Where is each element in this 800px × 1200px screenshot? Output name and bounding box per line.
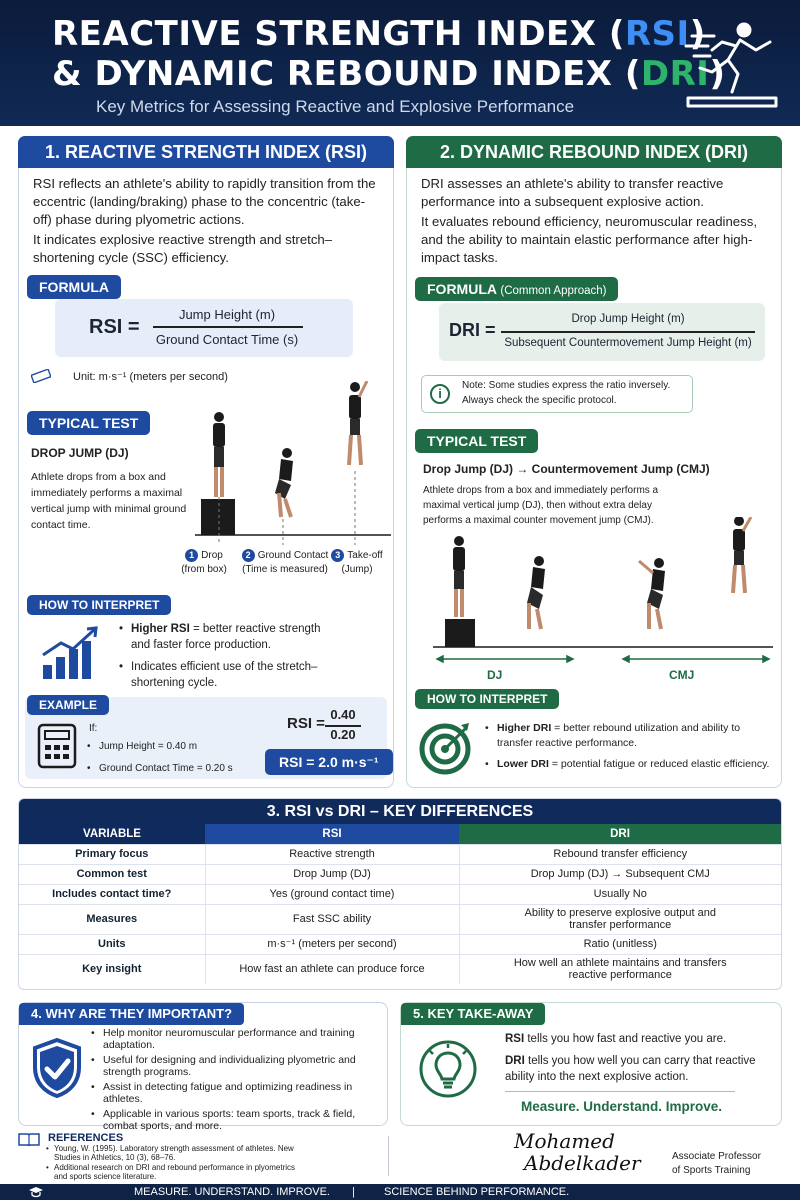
table-cell: Primary focus [19,844,205,864]
takeaway-motto: Measure. Understand. Improve. [521,1099,723,1114]
table-row [19,954,781,984]
dri-intro-1: DRI assesses an athlete's ability to transfer reactive performance into a subsequent explosive action. [421,176,724,209]
header-dri: DRI [459,824,781,844]
importance-item: • Assist in detecting fatigue and optimizing readiness in athletes. [89,1081,379,1105]
footer-right: SCIENCE BEHIND PERFORMANCE. [384,1186,570,1198]
importance-item: • Help monitor neuromuscular performance and training adaptation. [89,1027,379,1051]
dri-formula-lhs: DRI = [449,320,496,340]
table-cell: Fast SSC ability [205,904,459,934]
dri-formula-denominator: Subsequent Countermovement Jump Height (m) [504,337,752,349]
footer [0,1184,800,1200]
takeaway-dri: DRI tells you how well you can carry that reactive ability into the next explosive action. [505,1055,756,1083]
signature-line-1: Mohamed [514,1129,615,1153]
rsi-panel [18,136,394,788]
dri-segment-dj: DJ [487,668,503,682]
table-cell: Units [19,934,205,954]
rsi-formula-bar [153,326,303,328]
rsi-test-description: Athlete drops from a box and immediately performs a maximal vertical jump with minimal ground contact time. [31,471,187,531]
author-role [672,1150,761,1178]
book-icon [18,1132,40,1146]
reference-item: • Young, W. (1995). Laboratory strength assessment of athletes. New Studies in Athletics, 10 (3), 68–76. [44,1144,304,1162]
table-row [19,904,781,934]
rsi-example-result: RSI = 2.0 m·s⁻¹ [265,749,393,775]
drop-jump-illustration [195,381,391,545]
rsi-interpret-item: • Indicates efficient use of the stretch–shortening cycle. [117,659,337,691]
header-variable: VARIABLE [19,824,205,844]
dri-formula-numerator: Drop Jump Height (m) [571,313,685,325]
rsi-example-item: • Jump Height = 0.40 m [85,739,255,755]
dri-formula-box [439,303,765,361]
signature-divider [388,1136,389,1176]
table-cell: m·s⁻¹ (meters per second) [205,934,459,954]
target-icon [419,721,473,775]
calculator-icon [37,723,77,769]
subtitle: Key Metrics for Assessing Reactive and Explosive Performance [96,97,575,116]
table-cell: Key insight [19,954,205,984]
header-rsi: RSI [205,824,459,844]
takeaway-title: 5. KEY TAKE-AWAY [401,1003,545,1025]
dri-test-tag: TYPICAL TEST [415,429,538,453]
rsi-example-numerator: 0.40 [330,707,356,722]
signature [514,1130,641,1174]
footer-separator: | [352,1186,355,1198]
dri-interpret-list [483,721,773,778]
references [18,1130,388,1180]
ruler-icon [31,369,51,383]
table-cell: Drop Jump (DJ) → Subsequent CMJ [459,864,781,884]
table-cell: How well an athlete maintains and transfers reactive performance [459,954,781,984]
rsi-interpret-tag: HOW TO INTERPRET [27,595,171,615]
importance-item: • Useful for designing and individualizing plyometric and strength programs. [89,1054,379,1078]
rsi-formula-box [55,299,353,357]
table-row [19,844,781,864]
rsi-intro-1: RSI reflects an athlete's ability to rapidly transition from the eccentric (landing/braking) phase to the concentric (take-off) phase during plyometric actions. [33,176,376,227]
header-banner [0,0,800,126]
dri-interpret-tag: HOW TO INTERPRET [415,689,559,709]
dri-intro-2: It evaluates rebound efficiency, neuromuscular readiness, and the ability to maintain elastic performance after high-impact tasks. [421,214,757,265]
marker-take-off: 3 Take-off (Jump) [325,549,389,577]
rsi-interpret-list [117,621,337,697]
dri-interpret-item: • Higher DRI = better rebound utilization and ability to transfer reactive performance. [483,721,773,751]
table-cell: Common test [19,864,205,884]
dri-note: Note: Some studies express the ratio inversely. Always check the specific protocol. [462,380,671,406]
marker-ground-contact: 2 Ground Contact (Time is measured) [242,550,329,575]
shield-check-icon [31,1037,83,1099]
references-list [44,1144,304,1182]
rsi-panel-title: 1. REACTIVE STRENGTH INDEX (RSI) [18,136,394,168]
info-icon: i [430,384,450,404]
takeaway-rsi: RSI tells you how fast and reactive you are. [505,1033,727,1045]
dri-panel-title: 2. DYNAMIC REBOUND INDEX (DRI) [406,136,782,168]
table-cell: Ratio (unitless) [459,934,781,954]
marker-drop: 1 Drop (from box) [181,550,227,575]
author-role-line-1: Associate Professor [672,1151,761,1162]
rsi-example-denominator: 0.20 [330,727,356,742]
dri-segment-cmj: CMJ [669,668,695,682]
rsi-formula-lhs: RSI = [89,316,140,338]
rsi-example-lhs: RSI = [287,715,325,732]
rsi-intro-2: It indicates explosive reactive strength and stretch–shortening cycle (SSC) efficiency. [33,232,333,265]
title-line-2: & DYNAMIC REBOUND INDEX (DRI) [52,54,726,94]
table-cell: Reactive strength [205,844,459,864]
table-cell: Measures [19,904,205,934]
lightbulb-icon [419,1039,477,1099]
rsi-formula-tag: FORMULA [27,275,121,299]
rsi-example-tag: EXAMPLE [27,695,109,715]
rsi-unit: Unit: m·s⁻¹ (meters per second) [73,371,228,383]
table-cell: Yes (ground contact time) [205,884,459,904]
rsi-formula-denominator: Ground Contact Time (s) [155,332,299,347]
table-cell: Ability to preserve explosive output and transfer performance [459,904,781,934]
rsi-example-list [85,739,255,783]
graduation-cap-icon [28,1186,44,1198]
importance-title: 4. WHY ARE THEY IMPORTANT? [19,1003,244,1025]
rsi-example-if: If: [89,723,98,734]
importance-panel [18,1002,388,1132]
table-row [19,864,781,884]
dri-formula-bar [501,331,755,333]
dri-note-box [421,375,693,413]
dj-cmj-illustration [433,517,773,667]
table-cell: Drop Jump (DJ) [205,864,459,884]
table-cell: How fast an athlete can produce force [205,954,459,984]
dri-formula-tag: FORMULA (Common Approach) [415,277,618,301]
footer-left: MEASURE. UNDERSTAND. IMPROVE. [134,1186,330,1198]
dri-test-description: Athlete drops from a box and immediately performs a maximal vertical jump (DJ), then without extra delay performs a maximal counter movement jump (CMJ). [423,485,659,526]
rsi-interpret-item: • Higher RSI = better reactive strength and faster force production. [117,621,337,653]
importance-list [89,1027,379,1135]
dri-test-name: Drop Jump (DJ) → Countermovement Jump (CMJ) [423,462,710,476]
table-row [19,884,781,904]
table-cell: Rebound transfer efficiency [459,844,781,864]
takeaway-panel [400,1002,782,1126]
references-title: REFERENCES [48,1132,124,1144]
rsi-example-item: • Ground Contact Time = 0.20 s [85,761,255,777]
reference-item: • Additional research on DRI and rebound performance in plyometrics and sports science literature. [44,1163,304,1181]
table-cell: Usually No [459,884,781,904]
dri-panel [406,136,782,788]
importance-item: • Applicable in various sports: team sports, track & field, combat sports, and more. [89,1108,379,1132]
comparison-table [19,824,781,984]
sprinter-jump-icon [678,16,782,112]
rsi-formula-numerator: Jump Height (m) [178,307,276,322]
table-row [19,934,781,954]
title-line-1: REACTIVE STRENGTH INDEX (RSI) [52,14,706,54]
comparison-section [18,798,782,990]
dri-interpret-item: • Lower DRI = potential fatigue or reduced elastic efficiency. [483,757,773,772]
signature-line-2: Abdelkader [524,1151,641,1175]
growth-chart-icon [39,625,103,681]
rsi-test-tag: TYPICAL TEST [27,411,150,435]
rsi-test-name: DROP JUMP (DJ) [31,446,129,460]
table-cell: Includes contact time? [19,884,205,904]
comparison-title: 3. RSI vs DRI – KEY DIFFERENCES [19,799,781,824]
takeaway-divider [505,1091,735,1092]
author-role-line-2: of Sports Training [672,1165,751,1176]
